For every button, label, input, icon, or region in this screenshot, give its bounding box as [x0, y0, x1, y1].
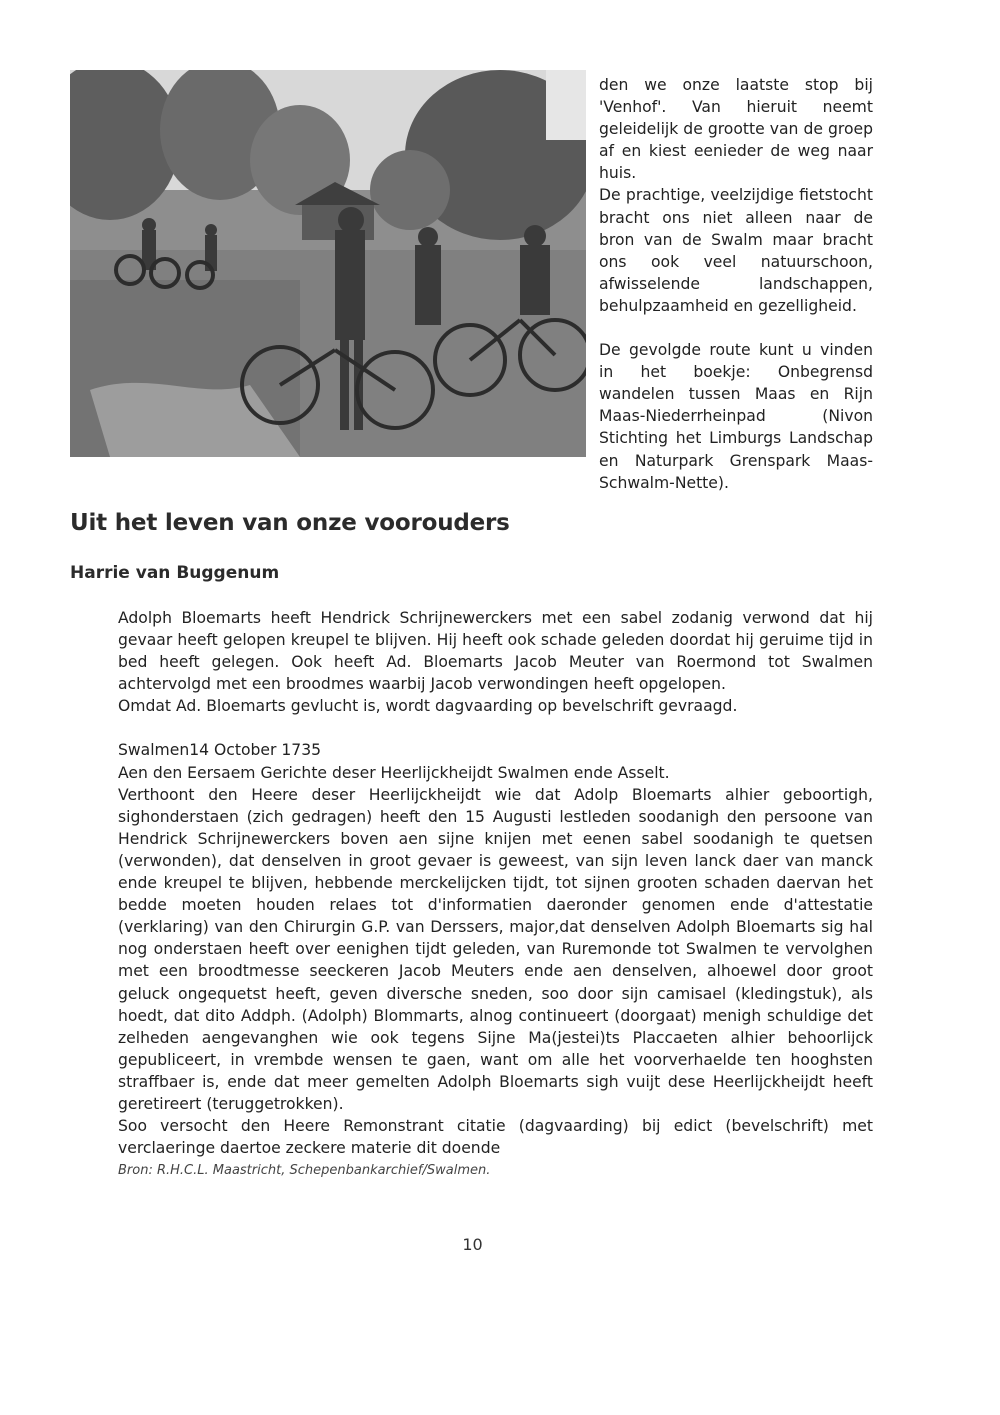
closing-paragraph: Soo versocht den Heere Remonstrant citatie (dagvaarding) bij edict (bevelschrift) met verclaeringe daertoe zeckere materie dit doende	[118, 1117, 873, 1158]
intro-paragraph: Adolph Bloemarts heeft Hendrick Schrijnewerckers met een sabel zodanig verwond dat hij gevaar heeft gelopen kreupel te blijven. Hij heeft ook schade geleden doordat hij geruime tijd in bed heeft gelegen. Ook heeft Ad. Bloemarts Jacob Meuter van Roermond tot Swalmen achtervolgd met een broodmes waarbij Jacob verwondingen heeft opgelopen.	[118, 609, 873, 694]
sidebar-paragraph-3: De gevolgde route kunt u vinden in het boekje: Onbegrensd wandelen tussen Maas en Rijn Maas-Niederrheinpad (Nivon Stichting het Limburgs Landschap en Naturpark Grenspark Maas-Schwalm-Nette).	[599, 341, 873, 492]
article-body	[118, 607, 873, 1159]
address-line: Aen den Eersaem Gerichte deser Heerlijckheijdt Swalmen ende Asselt.	[118, 763, 670, 782]
sidebar-paragraph-1: den we onze laatste stop bij 'Venhof'. Van hieruit neemt geleidelijk de grootte van de groep af en kiest eenieder de weg naar huis.	[599, 76, 873, 183]
article-author: Harrie van Buggenum	[70, 563, 280, 583]
transcript-paragraph: Verthoont den Heere deser Heerlijckheijdt wie dat Adolp Bloemarts alhier geboortigh, sighonderstaen (zich gedragen) heeft den 15 Augusti lestleden soodanigh den persoone van Hendrick Schrijnewerckers boven aen sijne knijen met eenen sabel soodanigh te quetsen (verwonden), dat denselven in groot gevaer is geweest, van sijn leven lanck daer van manck ende kreupel te blijven, hebbende merckelijcken tijdt, tot sijnen grooten schaden daervan het bedde moeten houden relaes tot d'informatien daeronder genomen ende d'attestatie (verklaring) van den Chirurgin G.P. van Derssers, major,dat denselven Adolph Bloemarts sig hal nog onderstaen heeft over eenighen tijdt geleden, van Ruremonde tot Swalmen te vervolghen met een broodtmesse seeckeren Jacob Meuters ende aen denselven, alhoewel door groot geluck ongequetst heeft, geven diversche sneden, soo door sijn camisael (kledingstuk), als hoedt, dat dito Addph. (Adolph) Blommarts, alnog continueert (doorgaat) menigh schuldige det zelheden aengevanghen wie ook tegens Sijne Ma(jestei)ts Placcaeten alhier behoorlijck gepubliceert, in vrembde wensen te gaen, want om alle het voorverhaelde ten hooghsten straffbaer is, ende dat meer gemelten Adolph Bloemarts sigh vuijt dese Heerlijckheijdt heeft geretireert (teruggetrokken).	[118, 785, 873, 1113]
page-number: 10	[462, 1235, 483, 1254]
sidebar-paragraph-2: De prachtige, veelzijdige fietstocht bracht ons niet alleen naar de bron van de Swalm maar bracht ons ook veel natuurschoon, afwisselende landschappen, behulpzaamheid en gezelligheid.	[599, 186, 873, 315]
date-line: Swalmen14 October 1735	[118, 741, 322, 760]
cyclists-photo	[70, 70, 586, 457]
sidebar-text	[599, 74, 873, 494]
intro-paragraph-2: Omdat Ad. Bloemarts gevlucht is, wordt dagvaarding op bevelschrift gevraagd.	[118, 697, 738, 716]
article-title: Uit het leven van onze voorouders	[70, 510, 510, 536]
source-citation: Bron: R.H.C.L. Maastricht, Schepenbankarchief/Swalmen.	[118, 1163, 491, 1178]
